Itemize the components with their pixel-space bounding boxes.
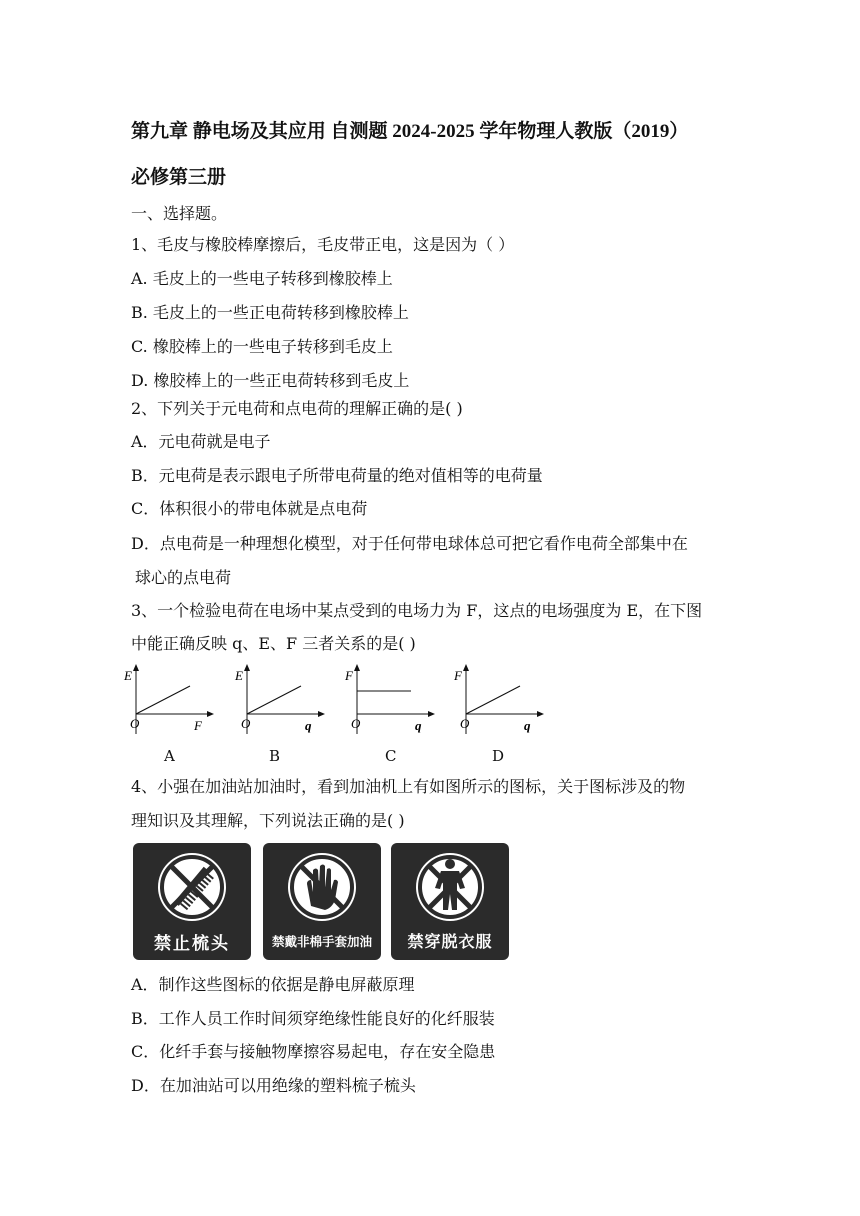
- sign-no-gloves: [263, 843, 381, 960]
- q1-option-c: C. 橡胶棒上的一些电子转移到毛皮上: [131, 337, 393, 356]
- q2-option-d: D．点电荷是一种理想化模型，对于任何带电球体总可把它看作电荷全部集中在: [131, 534, 688, 553]
- q2-option-d-cont: 球心的点电荷: [135, 568, 232, 587]
- graph-c-y-axis: F: [345, 668, 353, 683]
- graph-b-label: B: [269, 747, 281, 765]
- graph-c-origin: O: [351, 716, 361, 731]
- graph-b-y-axis: E: [235, 668, 243, 683]
- graph-c: [345, 664, 455, 744]
- q2-option-a: A．元电荷就是电子: [131, 432, 271, 451]
- q4-option-b: B．工作人员工作时间须穿绝缘性能良好的化纤服装: [131, 1009, 495, 1028]
- q4-stem-line1: 4、小强在加油站加油时，看到加油机上有如图所示的图标，关于图标涉及的物: [131, 777, 686, 796]
- graph-a-svg: [124, 664, 234, 744]
- sign-no-combing: [133, 843, 251, 960]
- q4-option-c: C．化纤手套与接触物摩擦容易起电，存在安全隐患: [131, 1042, 496, 1061]
- graph-c-svg: [345, 664, 455, 744]
- comb-icon: [155, 850, 229, 924]
- doc-title-line1: 第九章 静电场及其应用 自测题 2024-2025 学年物理人教版（2019）: [131, 121, 689, 142]
- graph-c-label: C: [385, 747, 397, 765]
- section-heading: 一、选择题。: [131, 204, 228, 223]
- graph-c-x-axis: q: [415, 718, 422, 733]
- q1-option-d: D. 橡胶棒上的一些正电荷转移到毛皮上: [131, 371, 410, 390]
- doc-title-line2: 必修第三册: [131, 167, 227, 188]
- graph-d-label: D: [492, 747, 505, 765]
- q4-option-a: A．制作这些图标的依据是静电屏蔽原理: [131, 975, 415, 994]
- clothes-icon: [413, 850, 487, 924]
- graph-d-y-axis: F: [454, 668, 462, 683]
- graph-d-x-axis: q: [524, 718, 531, 733]
- q2-stem: 2、下列关于元电荷和点电荷的理解正确的是( ): [131, 399, 463, 418]
- q1-option-b: B. 毛皮上的一些正电荷转移到橡胶棒上: [131, 303, 409, 322]
- graph-b: [235, 664, 345, 744]
- q3-stem-line1: 3、一个检验电荷在电场中某点受到的电场力为 F，这点的电场强度为 E，在下图: [131, 601, 703, 620]
- sign-no-combing-caption: 禁止梳头: [154, 934, 230, 954]
- graph-b-origin: O: [241, 716, 251, 731]
- graph-b-x-axis: q: [305, 718, 312, 733]
- sign-no-undressing-caption: 禁穿脱衣服: [407, 932, 493, 951]
- graph-a: [124, 664, 234, 744]
- q1-stem: 1、毛皮与橡胶棒摩擦后，毛皮带正电，这是因为（ ）: [131, 235, 515, 254]
- graph-a-label: A: [164, 747, 175, 765]
- sign-no-undressing: [391, 843, 509, 960]
- q2-option-b: B．元电荷是表示跟电子所带电荷量的绝对值相等的电荷量: [131, 466, 543, 485]
- q4-stem-line2: 理知识及其理解，下列说法正确的是( ): [131, 811, 405, 830]
- graph-d-svg: [454, 664, 564, 744]
- graph-a-x-axis: F: [194, 718, 202, 733]
- graph-a-origin: O: [130, 716, 140, 731]
- q2-option-c: C．体积很小的带电体就是点电荷: [131, 499, 368, 518]
- graph-d-origin: O: [460, 716, 470, 731]
- graph-b-svg: [235, 664, 345, 744]
- glove-icon: [285, 850, 359, 924]
- q1-option-a: A. 毛皮上的一些电子转移到橡胶棒上: [131, 269, 393, 288]
- graph-a-y-axis: E: [124, 668, 132, 683]
- q3-stem-line2: 中能正确反映 q、E、F 三者关系的是( ): [131, 634, 416, 653]
- graph-d: [454, 664, 564, 744]
- sign-no-gloves-caption: 禁戴非棉手套加油: [271, 934, 372, 949]
- q4-option-d: D．在加油站可以用绝缘的塑料梳子梳头: [131, 1076, 416, 1095]
